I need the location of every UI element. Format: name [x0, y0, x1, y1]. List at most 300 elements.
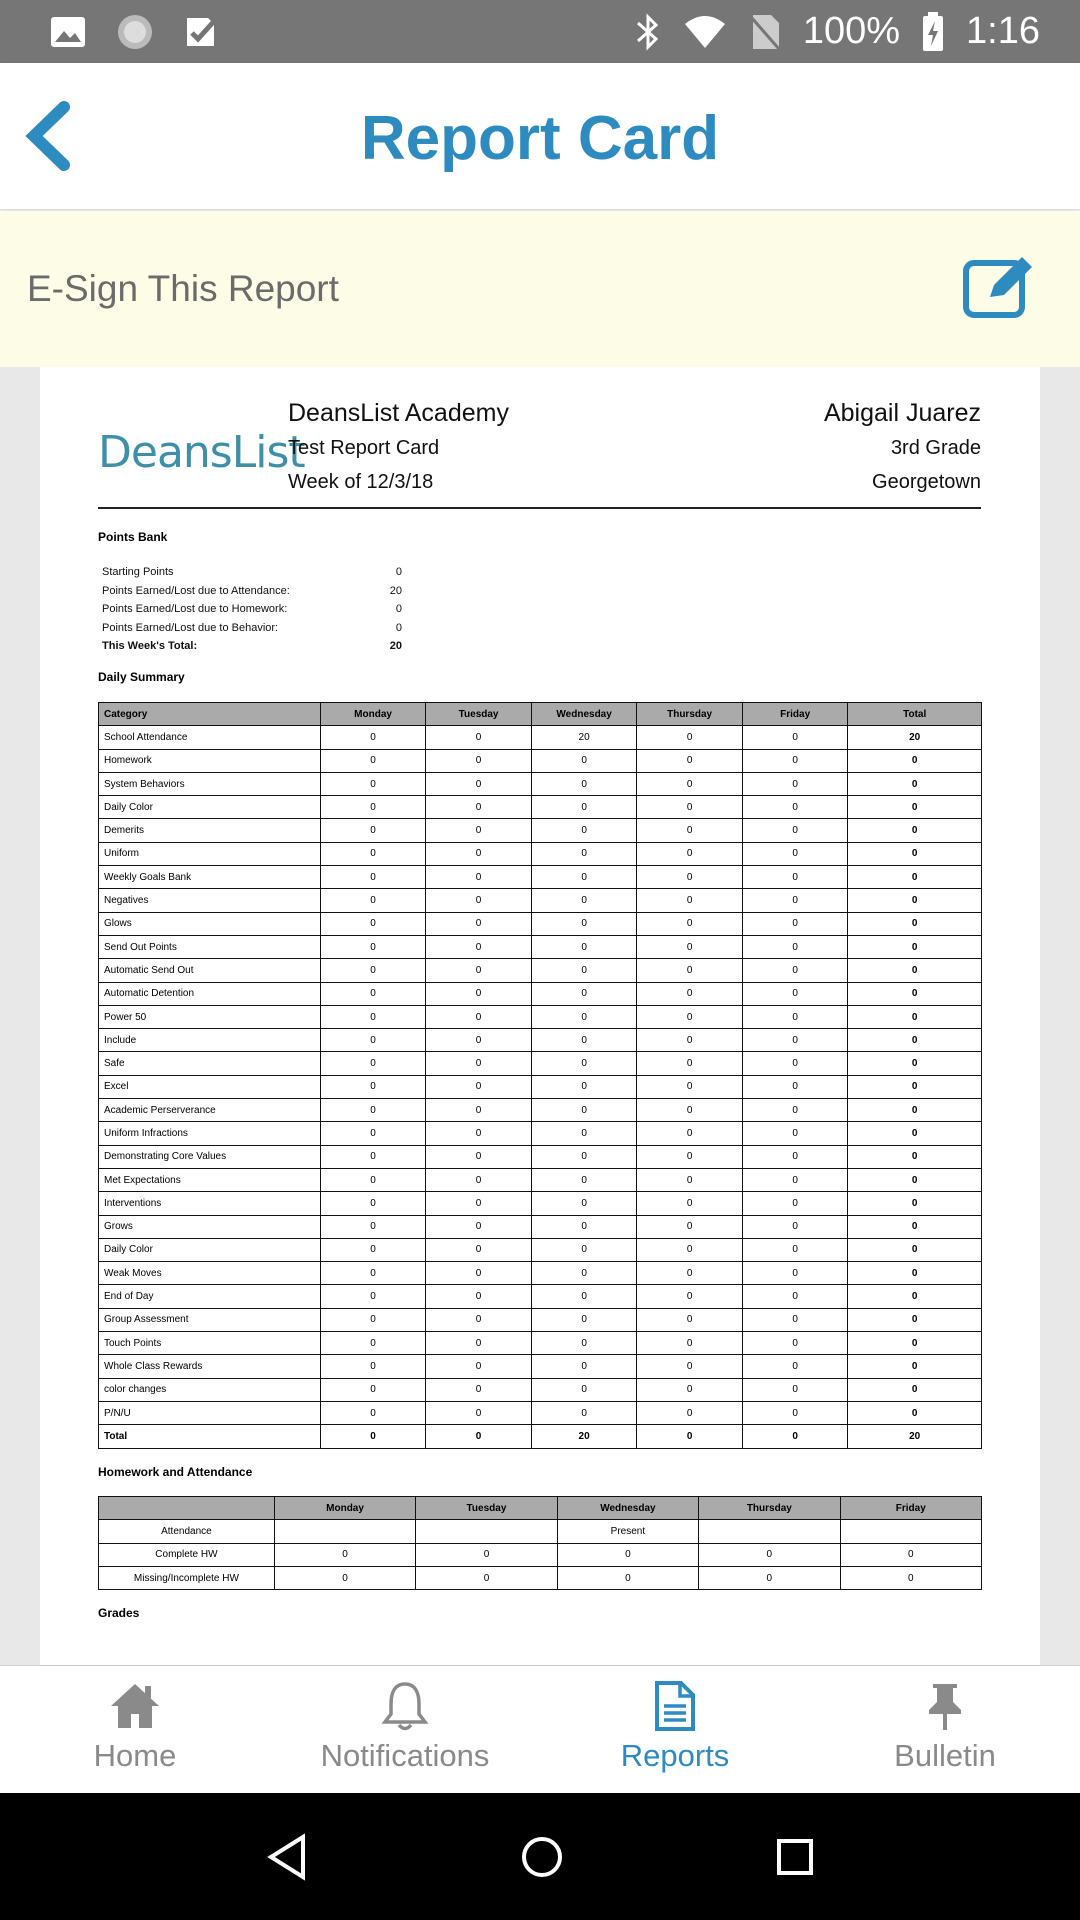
table-cell: 0	[320, 796, 426, 819]
table-cell: 0	[320, 842, 426, 865]
column-header: Total	[848, 703, 982, 726]
table-cell: 0	[637, 1401, 743, 1424]
table-cell: 0	[426, 796, 532, 819]
table-row	[99, 796, 982, 819]
table-cell: 0	[531, 1308, 637, 1331]
table-cell: 0	[637, 1308, 743, 1331]
table-cell: 0	[531, 1052, 637, 1075]
table-cell: 0	[531, 1285, 637, 1308]
points-bank-label: This Week's Total:	[102, 640, 198, 653]
column-header: Thursday	[699, 1497, 840, 1520]
table-row	[99, 1262, 982, 1285]
table-row	[99, 1238, 982, 1261]
points-bank-value: 0	[395, 566, 402, 579]
bluetooth-icon	[635, 13, 661, 51]
table-cell: 0	[637, 1052, 743, 1075]
table-cell: 0	[531, 1145, 637, 1168]
column-header: Wednesday	[557, 1497, 698, 1520]
table-cell	[416, 1520, 557, 1543]
table-cell: Homework	[99, 749, 321, 772]
daily-summary-table	[98, 702, 982, 1449]
table-cell: Group Assessment	[99, 1308, 321, 1331]
table-cell: 0	[637, 982, 743, 1005]
table-cell: Academic Perserverance	[99, 1099, 321, 1122]
table-cell: 0	[426, 726, 532, 749]
table-cell: 0	[320, 1378, 426, 1401]
homework-attendance-title: Homework and Attendance	[98, 1465, 253, 1479]
table-cell: 0	[320, 1168, 426, 1191]
table-cell: 0	[531, 982, 637, 1005]
table-row	[99, 1425, 982, 1448]
table-cell: 0	[531, 1168, 637, 1191]
table-cell: 0	[848, 866, 982, 889]
table-row	[99, 1145, 982, 1168]
student-grade: 3rd Grade	[890, 437, 981, 459]
table-cell: 0	[848, 1029, 982, 1052]
battery-percent: 100%	[802, 10, 901, 52]
table-row	[99, 1075, 982, 1098]
table-cell: 0	[848, 1378, 982, 1401]
table-cell: 0	[426, 889, 532, 912]
table-row	[99, 1005, 982, 1028]
table-cell: 0	[531, 1401, 637, 1424]
table-cell: 0	[742, 935, 848, 958]
table-cell: 0	[699, 1566, 840, 1589]
table-cell: 0	[426, 1215, 532, 1238]
table-cell: 0	[531, 1192, 637, 1215]
table-cell: 0	[848, 1355, 982, 1378]
table-cell: 0	[637, 959, 743, 982]
table-cell: 0	[742, 1262, 848, 1285]
table-cell: 0	[531, 1122, 637, 1145]
points-bank-row	[102, 637, 402, 656]
table-cell: 0	[848, 1122, 982, 1145]
table-cell: 0	[742, 1238, 848, 1261]
table-cell: Complete HW	[99, 1543, 275, 1566]
status-bar	[0, 0, 1080, 63]
table-cell: 0	[426, 1308, 532, 1331]
table-cell: 0	[426, 772, 532, 795]
table-row	[99, 889, 982, 912]
table-cell: Interventions	[99, 1192, 321, 1215]
loading-icon	[116, 13, 154, 51]
table-cell: 0	[557, 1566, 698, 1589]
table-cell: 0	[848, 1332, 982, 1355]
table-cell: 0	[320, 1029, 426, 1052]
table-cell: 0	[742, 842, 848, 865]
column-header: Wednesday	[531, 703, 637, 726]
table-cell: 0	[637, 796, 743, 819]
table-cell: 0	[637, 866, 743, 889]
report-week: Week of 12/3/18	[288, 471, 434, 493]
table-cell: 0	[637, 1145, 743, 1168]
table-cell: 0	[531, 1099, 637, 1122]
table-cell: 0	[426, 1029, 532, 1052]
table-cell: 0	[531, 889, 637, 912]
points-bank-label: Starting Points	[102, 566, 174, 579]
table-cell: 0	[320, 726, 426, 749]
table-cell: 0	[848, 912, 982, 935]
table-cell: 0	[320, 866, 426, 889]
table-cell: 0	[848, 935, 982, 958]
table-cell: 0	[426, 1099, 532, 1122]
table-cell: 0	[742, 1192, 848, 1215]
points-bank-value: 20	[389, 640, 402, 653]
table-cell: 0	[426, 819, 532, 842]
table-cell: 0	[320, 1238, 426, 1261]
table-cell: 0	[637, 842, 743, 865]
column-header: Thursday	[637, 703, 743, 726]
nav-tab-home[interactable]	[0, 1666, 270, 1793]
table-cell: 0	[426, 1262, 532, 1285]
points-bank-row	[102, 600, 402, 619]
table-cell: 0	[531, 749, 637, 772]
bell-icon	[379, 1680, 431, 1732]
table-cell: 0	[637, 1285, 743, 1308]
table-cell: 0	[531, 1238, 637, 1261]
table-row	[99, 959, 982, 982]
clock: 1:16	[966, 10, 1040, 52]
table-row	[99, 1401, 982, 1424]
table-cell: 0	[637, 772, 743, 795]
deanslist-logo: DeansList	[98, 427, 305, 478]
table-cell: 0	[320, 935, 426, 958]
system-back-icon[interactable]	[265, 1833, 309, 1881]
report-viewer[interactable]	[0, 367, 1080, 1665]
table-cell: 0	[426, 912, 532, 935]
table-cell	[699, 1520, 840, 1543]
student-name: Abigail Juarez	[823, 399, 981, 427]
table-cell: 20	[531, 726, 637, 749]
grades-title: Grades	[98, 1606, 140, 1620]
table-cell: 20	[531, 1425, 637, 1448]
table-row	[99, 1332, 982, 1355]
table-cell: 0	[742, 819, 848, 842]
points-bank-value: 20	[389, 584, 402, 597]
table-cell: 20	[848, 726, 982, 749]
table-row	[99, 1168, 982, 1191]
table-cell: 0	[416, 1566, 557, 1589]
table-cell: 0	[426, 1285, 532, 1308]
table-cell: 0	[742, 982, 848, 1005]
table-cell: 0	[742, 1029, 848, 1052]
table-cell: 0	[320, 749, 426, 772]
table-cell: 0	[637, 1168, 743, 1191]
table-cell: Negatives	[99, 889, 321, 912]
home-icon	[109, 1680, 161, 1732]
table-cell: 0	[531, 1378, 637, 1401]
table-cell: Uniform	[99, 842, 321, 865]
table-cell: 0	[637, 935, 743, 958]
table-row	[99, 1285, 982, 1308]
table-row	[99, 819, 982, 842]
pin-icon	[919, 1680, 971, 1732]
gallery-icon	[50, 16, 86, 48]
table-row	[99, 1192, 982, 1215]
table-cell: 0	[426, 935, 532, 958]
table-cell: 0	[742, 1052, 848, 1075]
table-cell: 0	[531, 1029, 637, 1052]
table-cell: 0	[742, 1005, 848, 1028]
column-header: Friday	[742, 703, 848, 726]
report-header	[98, 399, 981, 509]
column-header: Tuesday	[416, 1497, 557, 1520]
table-cell: 0	[848, 1005, 982, 1028]
table-cell: 0	[426, 1378, 532, 1401]
table-row	[99, 772, 982, 795]
table-cell: Weak Moves	[99, 1262, 321, 1285]
nav-tab-label: Bulletin	[894, 1738, 996, 1773]
table-row	[99, 1566, 982, 1589]
table-cell: 0	[848, 1099, 982, 1122]
table-cell: 0	[426, 1355, 532, 1378]
table-cell: Safe	[99, 1052, 321, 1075]
table-cell: 0	[637, 1332, 743, 1355]
table-cell: 0	[426, 1238, 532, 1261]
table-cell	[840, 1520, 981, 1543]
table-cell: Met Expectations	[99, 1168, 321, 1191]
table-cell: 0	[426, 749, 532, 772]
table-cell: 0	[742, 1099, 848, 1122]
table-cell: Excel	[99, 1075, 321, 1098]
table-cell: 0	[426, 1075, 532, 1098]
table-cell: 0	[320, 1145, 426, 1168]
table-cell: 0	[531, 959, 637, 982]
report-page	[40, 367, 1040, 1665]
table-cell: Daily Color	[99, 1238, 321, 1261]
page-title: Report Card	[360, 104, 720, 173]
table-cell: 0	[742, 1145, 848, 1168]
table-cell: 0	[274, 1543, 415, 1566]
table-cell: 0	[637, 1075, 743, 1098]
table-cell: 0	[426, 1122, 532, 1145]
table-cell: 0	[637, 1215, 743, 1238]
table-cell: 0	[531, 935, 637, 958]
table-cell: 0	[848, 1238, 982, 1261]
table-cell: 0	[320, 1332, 426, 1355]
table-cell: 0	[742, 1285, 848, 1308]
table-cell: 0	[531, 772, 637, 795]
table-cell: 0	[742, 1308, 848, 1331]
app-header	[0, 63, 1080, 210]
table-cell: 0	[848, 1052, 982, 1075]
table-cell: 0	[840, 1566, 981, 1589]
points-bank-label: Points Earned/Lost due to Attendance:	[102, 584, 290, 597]
table-row	[99, 866, 982, 889]
table-cell: 0	[742, 1401, 848, 1424]
table-cell: 0	[531, 866, 637, 889]
table-cell: P/N/U	[99, 1401, 321, 1424]
table-cell: 0	[848, 959, 982, 982]
table-cell: 0	[531, 1355, 637, 1378]
table-cell: 0	[848, 1192, 982, 1215]
edit-signature-icon[interactable]	[962, 253, 1038, 319]
table-cell: 0	[637, 1005, 743, 1028]
table-cell: 0	[699, 1543, 840, 1566]
table-row	[99, 1378, 982, 1401]
table-cell: 0	[320, 889, 426, 912]
table-cell: 0	[320, 1262, 426, 1285]
column-header: Monday	[274, 1497, 415, 1520]
table-row	[99, 1308, 982, 1331]
nav-tab-label: Notifications	[320, 1738, 490, 1773]
system-nav-bar	[0, 1793, 1080, 1920]
points-bank-value: 0	[395, 603, 402, 616]
points-bank-title: Points Bank	[98, 530, 168, 544]
nav-tab-label: Home	[93, 1738, 177, 1773]
column-header: Monday	[320, 703, 426, 726]
table-cell: 0	[848, 889, 982, 912]
system-home-icon[interactable]	[520, 1835, 564, 1879]
system-recents-icon[interactable]	[775, 1837, 815, 1877]
table-cell: Demerits	[99, 819, 321, 842]
table-cell: Weekly Goals Bank	[99, 866, 321, 889]
task-check-icon	[184, 15, 220, 49]
table-cell: 0	[742, 772, 848, 795]
points-bank	[102, 563, 402, 656]
table-cell: 0	[848, 1285, 982, 1308]
table-cell: Whole Class Rewards	[99, 1355, 321, 1378]
table-cell: 0	[742, 1215, 848, 1238]
column-header: Category	[99, 703, 321, 726]
table-cell: 0	[637, 1122, 743, 1145]
table-cell: 0	[426, 1401, 532, 1424]
table-cell: 0	[637, 749, 743, 772]
table-cell: 0	[320, 1215, 426, 1238]
table-cell: School Attendance	[99, 726, 321, 749]
table-cell: 0	[320, 1401, 426, 1424]
table-cell: 0	[320, 1192, 426, 1215]
daily-summary-title: Daily Summary	[98, 670, 185, 684]
table-cell: Touch Points	[99, 1332, 321, 1355]
table-cell: 0	[531, 1005, 637, 1028]
table-cell: 0	[426, 866, 532, 889]
table-cell: 0	[531, 796, 637, 819]
table-cell: 0	[320, 772, 426, 795]
table-cell: 0	[426, 1192, 532, 1215]
table-cell: 0	[320, 1425, 426, 1448]
nav-tab-reports[interactable]	[540, 1666, 810, 1793]
column-header: Friday	[840, 1497, 981, 1520]
table-cell: 0	[742, 1168, 848, 1191]
table-cell: 0	[742, 889, 848, 912]
table-row	[99, 1520, 982, 1543]
table-cell: 0	[320, 1052, 426, 1075]
table-cell: 0	[426, 1168, 532, 1191]
points-bank-label: Points Earned/Lost due to Homework:	[102, 603, 288, 616]
nav-tab-bulletin[interactable]	[810, 1666, 1080, 1793]
table-cell: 0	[274, 1566, 415, 1589]
table-cell: 0	[637, 889, 743, 912]
table-cell: 0	[531, 819, 637, 842]
table-row	[99, 749, 982, 772]
table-row	[99, 912, 982, 935]
table-cell: 0	[742, 749, 848, 772]
table-row	[99, 1543, 982, 1566]
table-cell: Attendance	[99, 1520, 275, 1543]
esign-banner[interactable]	[0, 211, 1080, 367]
table-cell: 0	[742, 1122, 848, 1145]
table-cell: 0	[637, 1029, 743, 1052]
bottom-nav	[0, 1665, 1080, 1793]
table-header-row	[99, 1497, 982, 1520]
table-cell: 0	[426, 842, 532, 865]
table-cell: 0	[848, 1145, 982, 1168]
table-cell: 0	[848, 1075, 982, 1098]
table-cell: 0	[320, 1285, 426, 1308]
table-cell: 0	[320, 819, 426, 842]
table-cell: Glows	[99, 912, 321, 935]
nav-tab-notifications[interactable]	[270, 1666, 540, 1793]
table-cell: 0	[426, 982, 532, 1005]
table-cell: Present	[557, 1520, 698, 1543]
table-cell: 0	[320, 1075, 426, 1098]
table-cell: 0	[742, 912, 848, 935]
document-icon	[649, 1680, 701, 1732]
table-cell: 0	[848, 772, 982, 795]
points-bank-row	[102, 582, 402, 601]
table-cell: 0	[320, 1099, 426, 1122]
table-cell: 0	[320, 1355, 426, 1378]
table-cell: 0	[848, 749, 982, 772]
table-cell: 0	[426, 959, 532, 982]
table-row	[99, 1099, 982, 1122]
table-cell: 0	[742, 1332, 848, 1355]
table-cell: 0	[848, 1401, 982, 1424]
table-cell: color changes	[99, 1378, 321, 1401]
table-cell: 0	[557, 1543, 698, 1566]
table-cell: 0	[531, 912, 637, 935]
table-cell: 0	[840, 1543, 981, 1566]
table-cell: Daily Color	[99, 796, 321, 819]
table-cell: 0	[416, 1543, 557, 1566]
esign-label: E-Sign This Report	[27, 268, 339, 309]
table-cell: 0	[637, 726, 743, 749]
table-cell: 0	[426, 1332, 532, 1355]
homework-attendance-table	[98, 1496, 982, 1590]
table-cell: 0	[848, 1308, 982, 1331]
no-sim-icon	[749, 13, 781, 51]
nav-tab-label: Reports	[620, 1738, 730, 1773]
table-cell: 0	[848, 1262, 982, 1285]
table-row	[99, 1215, 982, 1238]
table-cell: 0	[848, 819, 982, 842]
table-cell: 0	[426, 1145, 532, 1168]
points-bank-row	[102, 619, 402, 638]
table-row	[99, 1122, 982, 1145]
table-cell: Grows	[99, 1215, 321, 1238]
table-cell: 0	[531, 1332, 637, 1355]
table-row	[99, 726, 982, 749]
table-cell: 0	[848, 1168, 982, 1191]
table-cell: 0	[320, 1005, 426, 1028]
table-cell: 0	[531, 1215, 637, 1238]
table-cell: Automatic Send Out	[99, 959, 321, 982]
table-cell: 0	[426, 1425, 532, 1448]
table-row	[99, 842, 982, 865]
table-cell: 0	[637, 1192, 743, 1215]
table-cell: 0	[742, 1075, 848, 1098]
table-cell: 0	[426, 1052, 532, 1075]
table-cell: 20	[848, 1425, 982, 1448]
table-row	[99, 1029, 982, 1052]
table-cell: 0	[531, 1075, 637, 1098]
table-cell: 0	[742, 726, 848, 749]
column-header	[99, 1497, 275, 1520]
table-cell: 0	[637, 912, 743, 935]
table-row	[99, 935, 982, 958]
table-cell: 0	[637, 1238, 743, 1261]
